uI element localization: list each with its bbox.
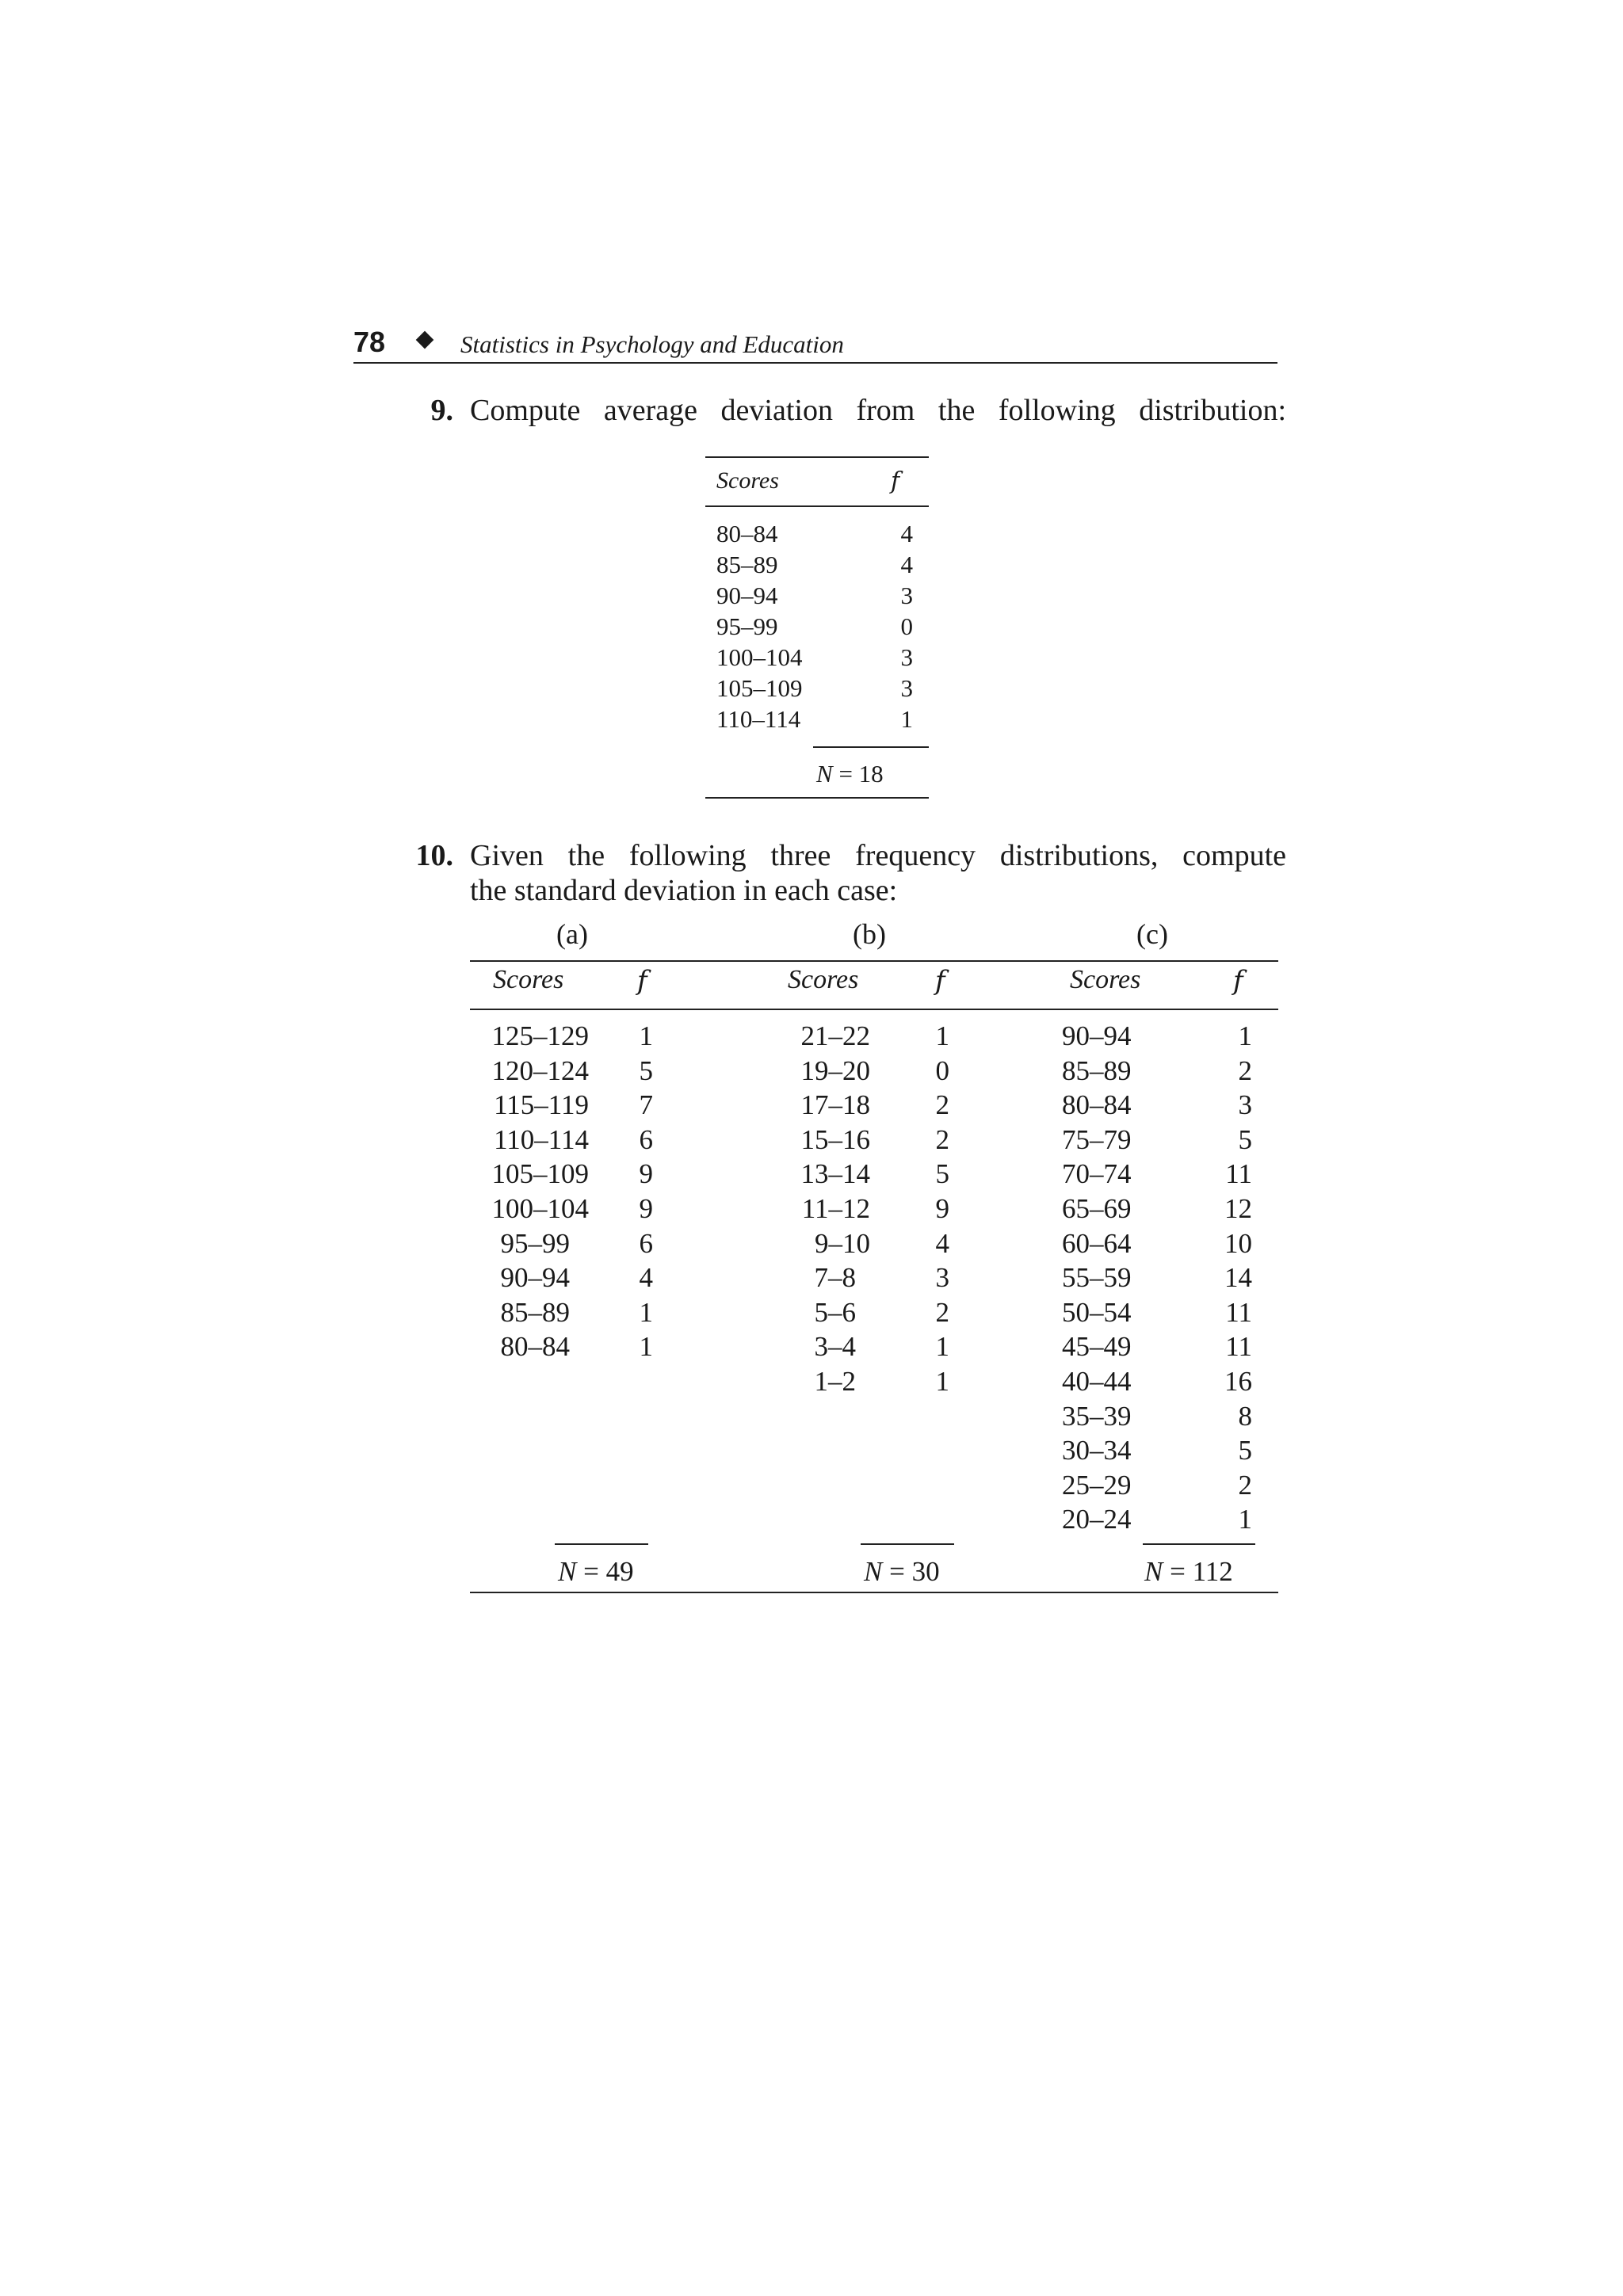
q10-a-scores-column [470, 1019, 589, 1364]
q10-b-f: 2 [935, 1296, 949, 1328]
q10-c-total-rule [1143, 1543, 1255, 1545]
q10-a-f: 1 [639, 1331, 653, 1363]
q10-b-f: 2 [935, 1123, 949, 1155]
q10-c-f: 2 [1238, 1055, 1252, 1086]
q10-a-total-rule [555, 1543, 648, 1545]
q9-score: 80–84 [716, 520, 778, 547]
q9-f-column [880, 518, 913, 734]
question-10-text-line2: the standard deviation in each case: [470, 874, 898, 907]
q10-c-f: 3 [1238, 1089, 1252, 1121]
q10-b-score: 17–18 [800, 1089, 870, 1121]
question-9-number: 9. [430, 394, 453, 427]
q10-a-score: 80–84 [500, 1331, 570, 1363]
q9-col-scores: Scores [716, 467, 779, 494]
q10-c-f: 1 [1238, 1504, 1252, 1535]
q9-f: 3 [900, 582, 913, 609]
q10-c-f: 14 [1224, 1262, 1252, 1294]
q10-c-f: 1 [1238, 1020, 1252, 1051]
q9-score: 110–114 [716, 705, 801, 733]
q9-total-label: N [816, 760, 833, 788]
q10-c-col-scores: Scores [1070, 965, 1141, 994]
q10-c-score: 50–54 [1062, 1296, 1132, 1328]
q9-table-head-rule [705, 505, 929, 507]
q10-a-f: 7 [639, 1089, 653, 1121]
q10-c-score: 40–44 [1062, 1365, 1132, 1397]
q10-c-f: 5 [1238, 1123, 1252, 1155]
q10-label-a: (a) [556, 918, 588, 950]
q10-c-score: 35–39 [1062, 1400, 1132, 1432]
q10-c-score: 65–69 [1062, 1192, 1132, 1224]
q10-b-f: 3 [935, 1262, 949, 1294]
q10-a-score: 110–114 [494, 1123, 589, 1155]
q10-b-f: 2 [935, 1089, 949, 1121]
question-10-text [470, 838, 1286, 908]
q10-c-f: 11 [1225, 1331, 1252, 1363]
q10-a-total-value: = 49 [583, 1556, 634, 1587]
q10-b-f: 1 [935, 1020, 949, 1051]
q10-b-score: 9–10 [815, 1227, 870, 1259]
q10-a-score: 120–124 [491, 1055, 589, 1086]
q10-b-score: 19–20 [800, 1055, 870, 1086]
question-9-text: Compute average deviation from the following distribution: [470, 394, 1286, 427]
q10-c-score: 80–84 [1062, 1089, 1132, 1121]
q10-a-f: 9 [639, 1192, 653, 1224]
q9-scores-column [716, 518, 827, 734]
q10-b-score: 5–6 [814, 1296, 856, 1328]
q10-b-score: 1–2 [814, 1365, 856, 1397]
q10-table-bottom-rule [470, 1592, 1278, 1593]
q9-total [816, 758, 884, 789]
book-title: Statistics in Psychology and Education [460, 330, 844, 358]
q9-score: 95–99 [716, 612, 778, 640]
q9-total-rule [813, 746, 929, 748]
q10-c-col-f: f [1233, 965, 1243, 997]
q10-b-score: 21–22 [800, 1020, 870, 1051]
q10-a-score: 125–129 [491, 1020, 589, 1051]
q9-f: 4 [900, 551, 913, 578]
q10-b-score: 15–16 [800, 1123, 870, 1155]
q9-col-f: f [891, 467, 900, 495]
q9-f: 3 [900, 674, 913, 702]
q10-c-score: 90–94 [1062, 1020, 1132, 1051]
q10-b-score: 13–14 [800, 1158, 870, 1190]
q10-b-scores-column [761, 1019, 870, 1399]
q10-b-f: 1 [935, 1331, 949, 1363]
q10-b-total-value: = 30 [889, 1556, 940, 1587]
q10-a-f: 1 [639, 1296, 653, 1328]
q10-c-f: 8 [1238, 1400, 1252, 1432]
q10-a-score: 105–109 [491, 1158, 589, 1190]
q10-a-col-scores: Scores [493, 965, 564, 994]
q10-b-score: 3–4 [814, 1331, 856, 1363]
q10-c-score: 30–34 [1062, 1435, 1132, 1466]
q9-f: 4 [900, 520, 913, 547]
q10-c-f: 10 [1224, 1227, 1252, 1259]
q9-table-top-rule [705, 456, 929, 458]
q10-a-score: 100–104 [491, 1192, 589, 1224]
q9-f: 0 [900, 612, 913, 640]
q10-c-scores-column [1062, 1019, 1173, 1537]
q10-c-total [1144, 1556, 1233, 1588]
q10-c-score: 75–79 [1062, 1123, 1132, 1155]
q10-c-total-label: N [1144, 1556, 1163, 1587]
q10-table-head-rule [470, 1009, 1278, 1010]
diamond-icon [416, 331, 434, 349]
running-header [353, 321, 1277, 364]
q10-c-score: 85–89 [1062, 1055, 1132, 1086]
q9-f: 1 [900, 705, 913, 733]
q10-b-col-scores: Scores [788, 965, 859, 994]
question-10-number: 10. [415, 839, 453, 872]
q10-c-f: 16 [1224, 1365, 1252, 1397]
q10-b-score: 7–8 [814, 1262, 856, 1294]
q10-label-c: (c) [1136, 918, 1168, 950]
q9-total-value: = 18 [838, 760, 884, 788]
q10-c-f: 12 [1224, 1192, 1252, 1224]
q10-a-total-label: N [558, 1556, 577, 1587]
q10-b-f-column [922, 1019, 949, 1399]
q10-c-f: 5 [1238, 1435, 1252, 1466]
q10-a-score: 95–99 [500, 1227, 570, 1259]
q10-c-total-value: = 112 [1170, 1556, 1233, 1587]
q10-b-f: 4 [935, 1227, 949, 1259]
q10-c-f: 11 [1225, 1296, 1252, 1328]
q9-score: 105–109 [716, 674, 803, 702]
q9-score: 90–94 [716, 582, 778, 609]
q10-c-score: 45–49 [1062, 1331, 1132, 1363]
q10-a-col-f: f [637, 965, 647, 997]
q10-a-f: 1 [639, 1020, 653, 1051]
q10-a-total [558, 1556, 634, 1588]
q10-b-f: 5 [935, 1158, 949, 1190]
q10-a-f: 6 [639, 1227, 653, 1259]
q10-b-total-label: N [864, 1556, 883, 1587]
q10-b-col-f: f [935, 965, 945, 997]
q9-score: 85–89 [716, 551, 778, 578]
q10-a-f: 5 [639, 1055, 653, 1086]
q10-b-f: 0 [935, 1055, 949, 1086]
q10-c-f: 11 [1225, 1158, 1252, 1190]
question-10-text-line1: Given the following three frequency distributions, compute [470, 839, 1286, 872]
q10-c-score: 55–59 [1062, 1262, 1132, 1294]
q10-c-f: 2 [1238, 1469, 1252, 1501]
q10-c-score: 25–29 [1062, 1469, 1132, 1501]
q10-c-score: 70–74 [1062, 1158, 1132, 1190]
q10-b-total [864, 1556, 940, 1588]
q10-a-f: 9 [639, 1158, 653, 1190]
q10-a-f: 4 [639, 1262, 653, 1294]
q9-f: 3 [900, 643, 913, 671]
q10-c-f-column [1212, 1019, 1252, 1537]
q9-table-bottom-rule [705, 797, 929, 799]
q10-a-f-column [626, 1019, 653, 1364]
page-number: 78 [353, 326, 386, 358]
q10-table-top-rule [470, 960, 1278, 962]
q10-b-score: 11–12 [801, 1192, 870, 1224]
q10-a-f: 6 [639, 1123, 653, 1155]
q10-b-total-rule [861, 1543, 954, 1545]
q10-c-score: 20–24 [1062, 1504, 1132, 1535]
q10-b-f: 1 [935, 1365, 949, 1397]
q10-label-b: (b) [853, 918, 886, 950]
q9-score: 100–104 [716, 643, 803, 671]
q10-c-score: 60–64 [1062, 1227, 1132, 1259]
q10-a-score: 90–94 [500, 1262, 570, 1294]
q10-a-score: 85–89 [500, 1296, 570, 1328]
q10-b-f: 9 [935, 1192, 949, 1224]
q10-a-score: 115–119 [494, 1089, 589, 1121]
